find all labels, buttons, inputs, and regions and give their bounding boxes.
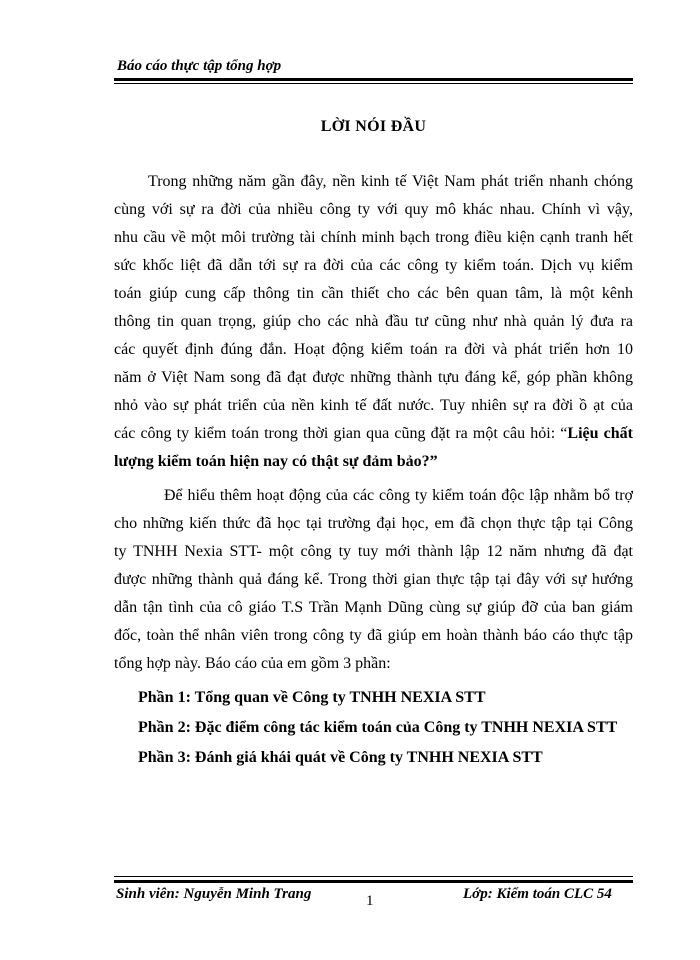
text-line: nhu cầu về một môi trường tài chính minh bạch trong điều kiện cạnh tranh hết — [114, 229, 633, 246]
text-line: cho những kiến thức đã học tại trường đại học, em đã chọn thực tập tại Công — [114, 515, 633, 532]
student-name: Sinh viên: Nguyễn Minh Trang — [116, 886, 312, 902]
text-line: được những thành quả đáng kể. Trong thời gian thực tập tại đây với sự hướng — [114, 571, 633, 588]
question-text-continued: lượng kiểm toán hiện nay có thật sự đảm bảo?” — [114, 453, 438, 470]
text-line: sức khốc liệt đã dẫn tới sự ra đời của các công ty kiểm toán. Dịch vụ kiểm — [114, 257, 633, 274]
text-line: Để hiểu thêm hoạt động của các công ty kiểm toán độc lập nhằm bổ trợ — [164, 487, 633, 504]
text-line: toán giúp cung cấp thông tin cần thiết cho các bên quan tâm, là một kênh — [114, 285, 633, 302]
text-line: năm ở Việt Nam song đã đạt được những thành tựu đáng kể, góp phần không — [114, 369, 633, 386]
text-line: các quyết định đúng đắn. Hoạt động kiểm toán ra đời và phát triển hơn 10 — [114, 341, 633, 358]
text-line: tổng hợp này. Báo cáo của em gồm 3 phần: — [114, 655, 391, 672]
part-item: Phần 1: Tổng quan về Công ty TNHH NEXIA STT — [138, 689, 486, 706]
class-name: Lớp: Kiểm toán CLC 54 — [463, 886, 612, 902]
report-title: Báo cáo thực tập tổng hợp — [117, 58, 282, 74]
section-heading: LỜI NÓI ĐẦU — [320, 118, 427, 135]
text-line: ty TNHH Nexia STT- một công ty tuy mới thành lập 12 năm nhưng đã đạt — [114, 543, 633, 560]
part-item: Phần 2: Đặc điểm công tác kiểm toán của Công ty TNHH NEXIA STT — [138, 719, 618, 736]
text-line-question — [114, 424, 633, 444]
header-rule-thin — [114, 83, 633, 84]
part-item: Phần 3: Đánh giá khái quát về Công ty TNHH NEXIA STT — [138, 749, 543, 766]
text-line: Trong những năm gần đây, nền kinh tế Việt Nam phát triển nhanh chóng — [148, 173, 633, 190]
question-text: Liệu chất — [567, 425, 634, 442]
header-rule — [114, 78, 633, 81]
text-line: cùng với sự ra đời của nhiều công ty với quy mô khác nhau. Chính vì vậy, — [114, 201, 633, 218]
text-line: thông tin quan trọng, giúp cho các nhà đầu tư cũng như nhà quản lý đưa ra — [114, 313, 633, 330]
footer-rule-thin — [114, 876, 633, 877]
text-line: đốc, toàn thể nhân viên trong công ty đã giúp em hoàn thành báo cáo thực tập — [114, 627, 633, 644]
text-line: nhỏ vào sự phát triển của nền kinh tế đất nước. Tuy nhiên sự ra đời ồ ạt của — [114, 397, 633, 414]
text-run: các công ty kiểm toán trong thời gian qua cũng đặt ra một câu hỏi: “ — [114, 425, 568, 442]
page-number: 1 — [366, 893, 374, 909]
text-line: dẫn tận tình của cô giáo T.S Trần Mạnh Dũng cùng sự giúp đỡ của ban giám — [114, 599, 633, 616]
footer-rule — [114, 880, 633, 883]
